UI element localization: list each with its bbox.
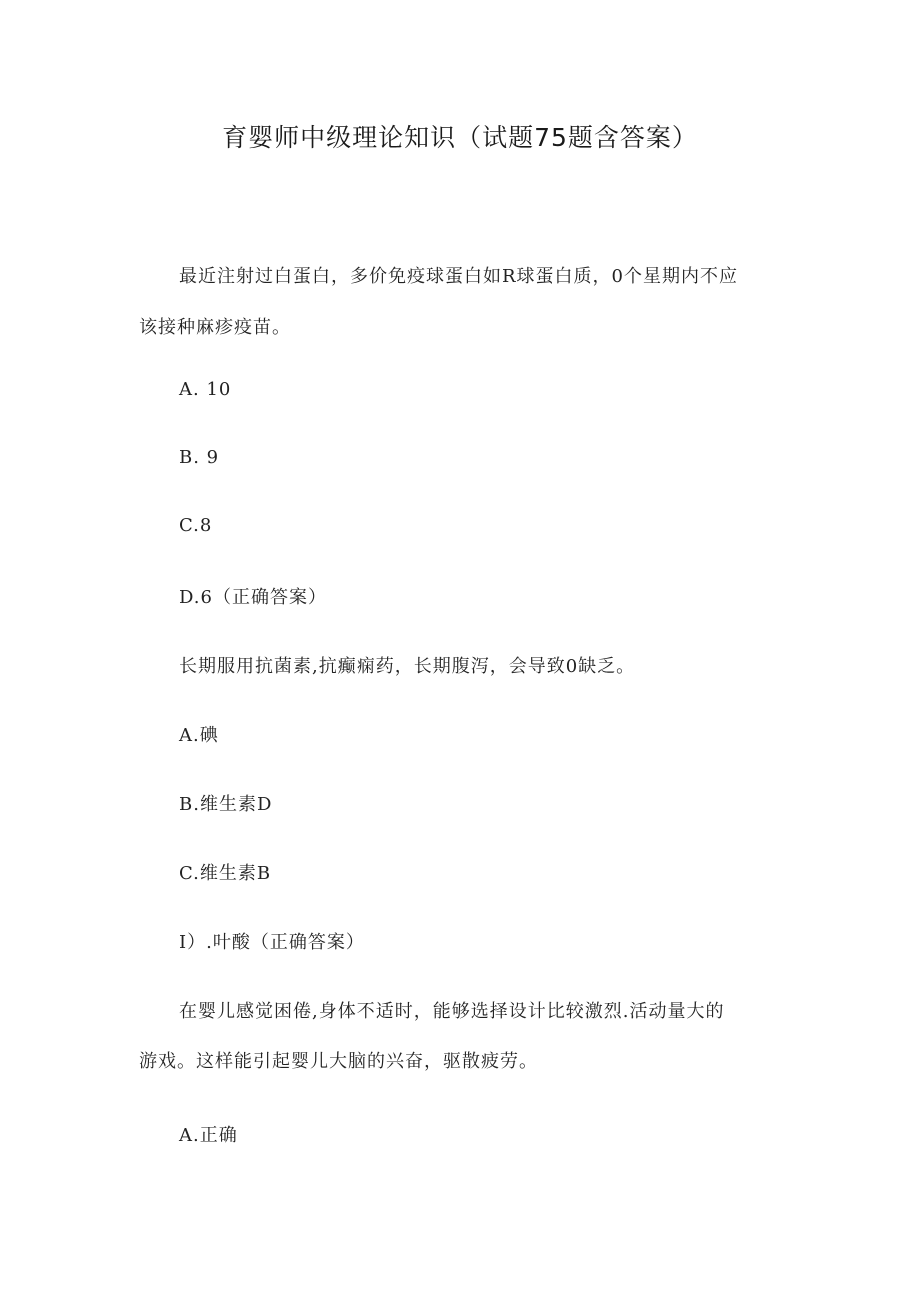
question-1-option-c: C.8: [179, 515, 213, 536]
question-3-stem-line-1: 在婴儿感觉困倦,身体不适时，能够选择设计比较激烈.活动量大的: [179, 1001, 725, 1022]
document-title: 育婴师中级理论知识（试题75题含答案）: [222, 123, 698, 152]
question-3-option-a: A.正确: [179, 1125, 238, 1146]
question-2-stem-line-1: 长期服用抗菌素,抗癫痫药，长期腹泻，会导致0缺乏。: [179, 656, 636, 677]
question-2-option-c: C.维生素B: [179, 863, 272, 884]
question-1-option-a: A. 10: [179, 379, 232, 400]
question-2-option-b: B.维生素D: [179, 794, 273, 815]
question-2-option-a: A.碘: [179, 725, 219, 746]
question-1-option-d: D.6（正确答案）: [179, 587, 327, 608]
question-1-stem-line-1: 最近注射过白蛋白，多价免疫球蛋白如R球蛋白质，0个星期内不应: [179, 266, 739, 287]
question-3-stem-line-2: 游戏。这样能引起婴儿大脑的兴奋，驱散疲劳。: [139, 1051, 538, 1072]
question-2-option-d: I）.叶酸（正确答案）: [179, 932, 365, 953]
question-1-stem-line-2: 该接种麻疹疫苗。: [139, 317, 291, 338]
question-1-option-b: B. 9: [179, 447, 220, 468]
